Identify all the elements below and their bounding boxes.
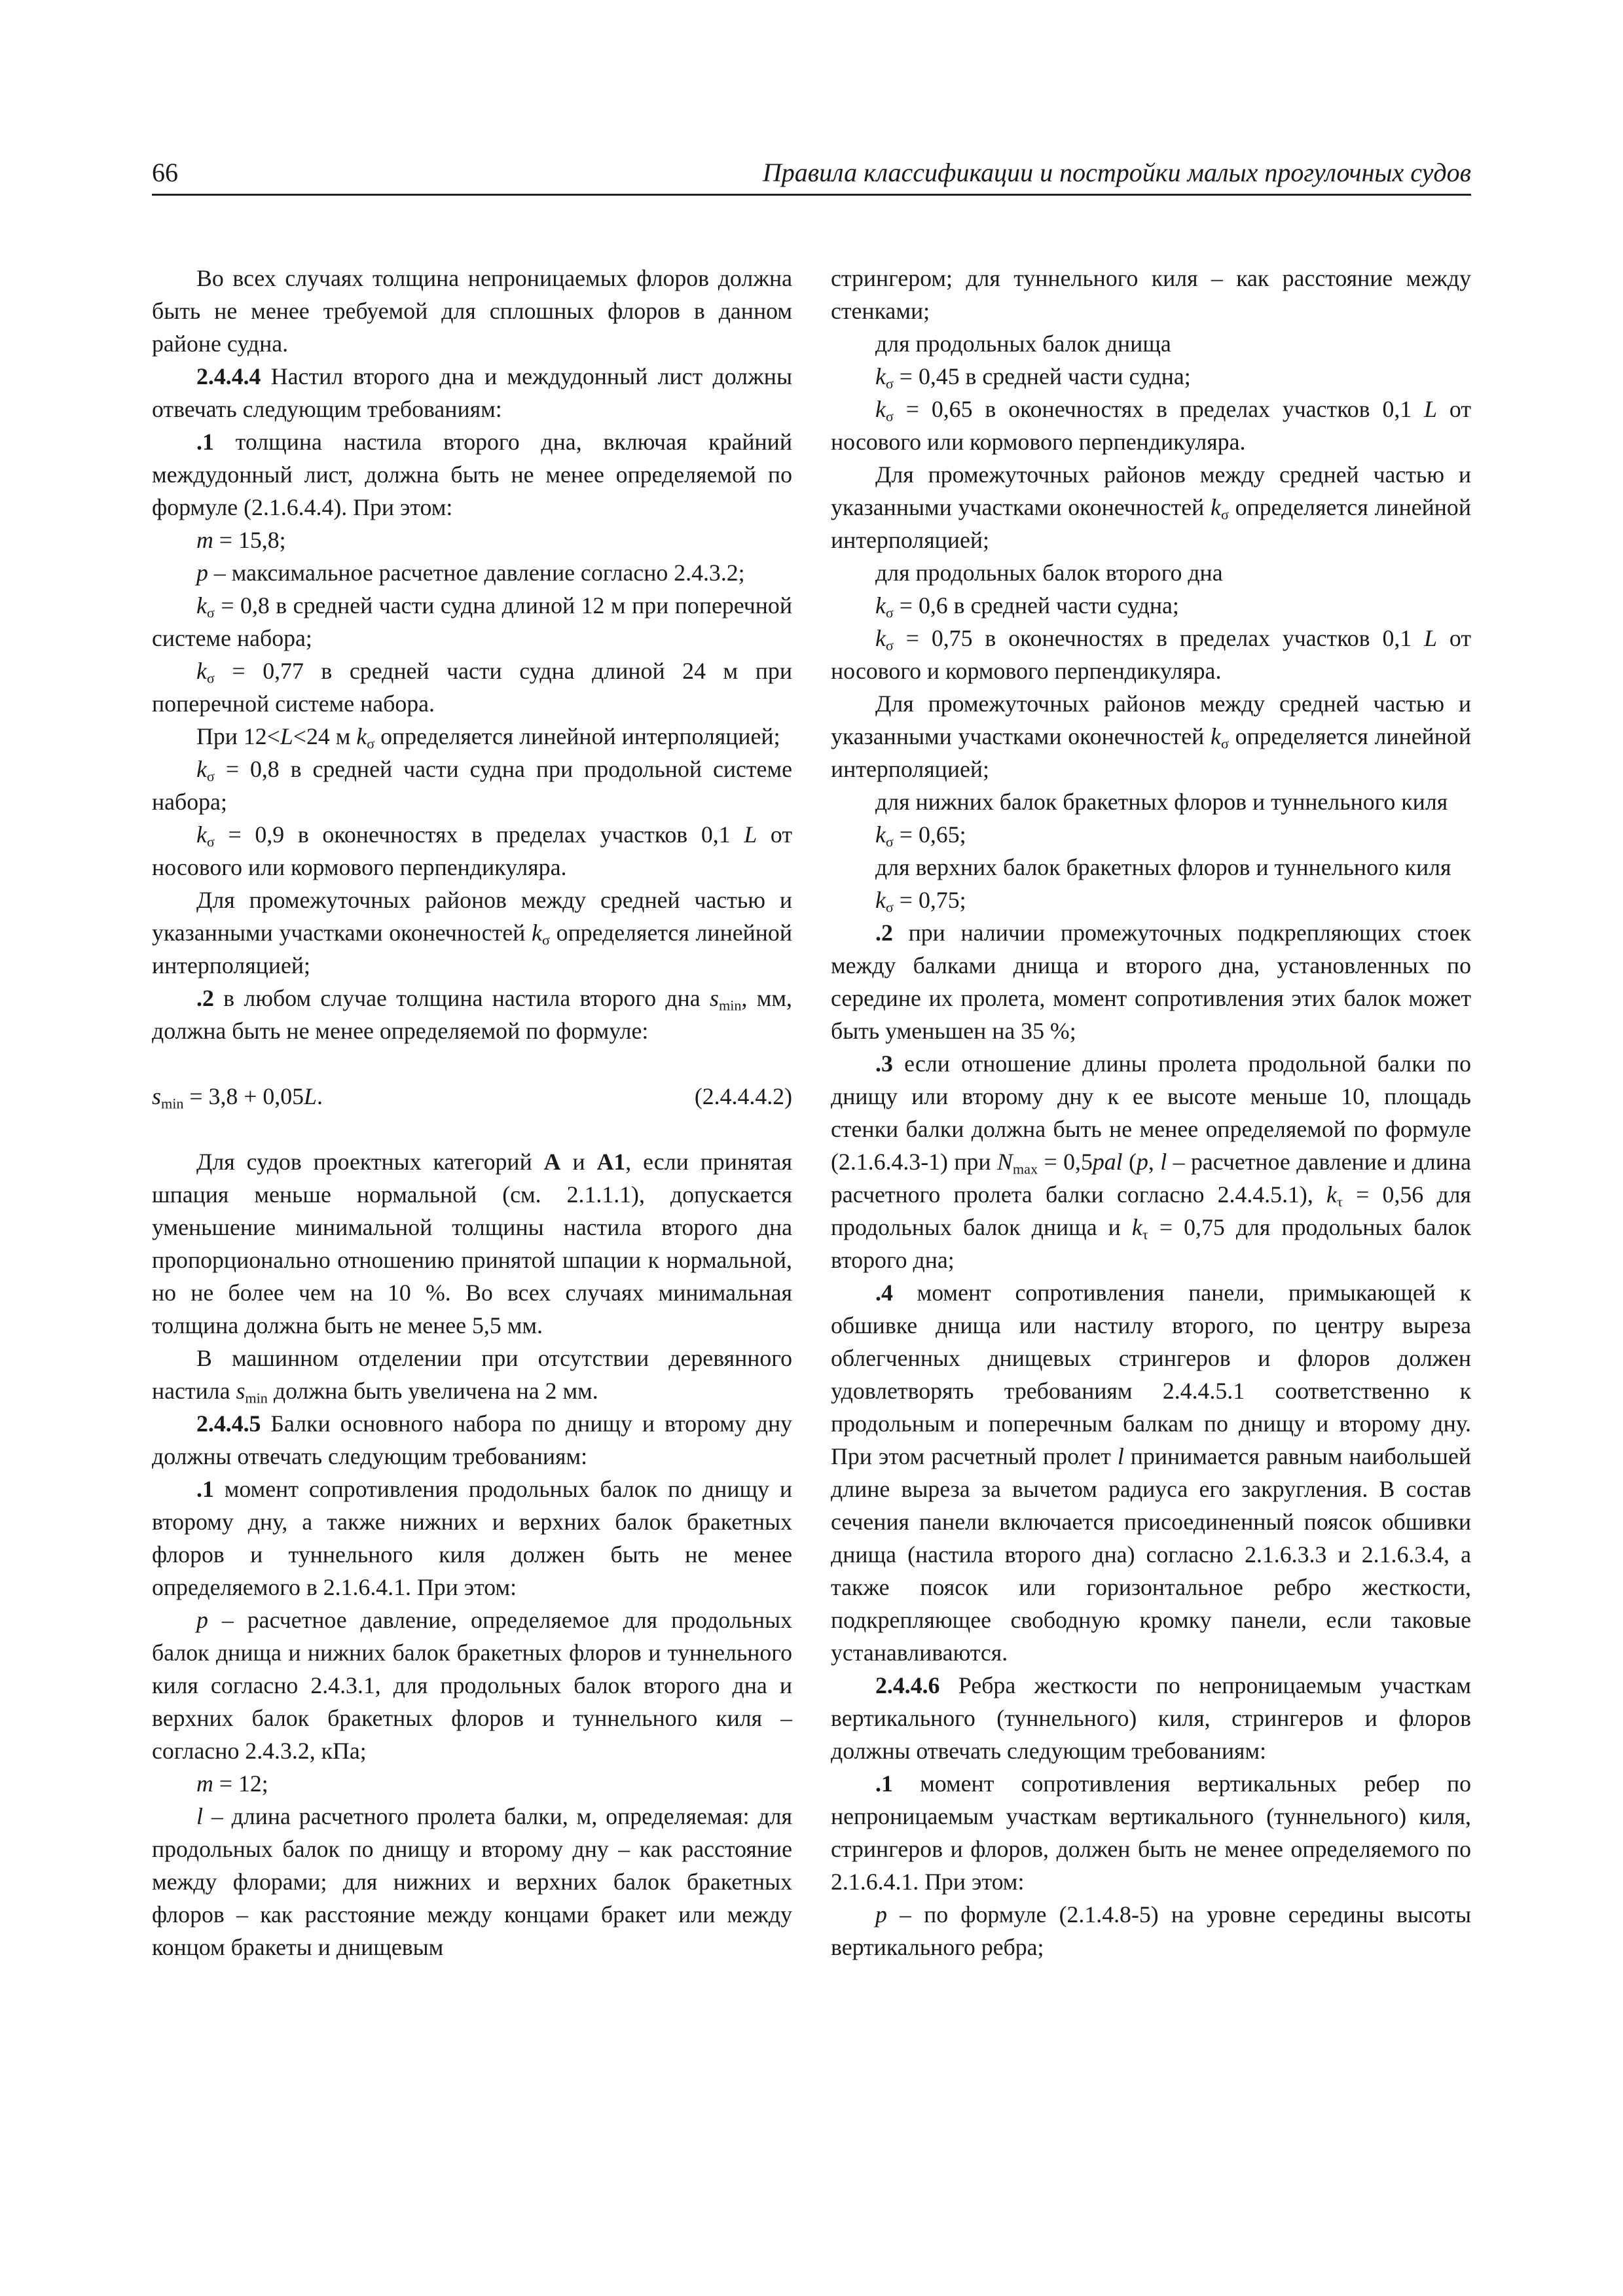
paragraph: m = 12; [196, 1770, 268, 1797]
paragraph: Для промежуточных районов между средней частью и указанными участками оконечностей $k_\sigma$ определяется линейной интерполяцией; [831, 461, 1471, 553]
paragraph: для верхних балок бракетных флоров и туннельного киля [875, 854, 1451, 880]
running-title: Правила классификации и постройки малых прогулочных судов [762, 158, 1471, 187]
section-2-4-4-6: 2.4.4.6 Ребра жесткости по непроницаемым участкам вертикального (туннельного) киля, стрингеров и флоров должны отвечать следующим требованиям: [831, 1672, 1471, 1764]
formula-expression: $s_{min} = 3,8 + 0,05L$. [152, 1083, 323, 1112]
item-number: .1 [196, 429, 214, 455]
paragraph: для продольных балок днища [875, 331, 1171, 357]
paragraph: $k_\sigma = 0,8$ в средней части судна длиной 12 м при поперечной системе набора; [152, 592, 792, 651]
paragraph: $k_\sigma = 0,77$ в средней части судна длиной 24 м при поперечной системе набора. [152, 658, 792, 717]
item-number: .1 [196, 1476, 214, 1502]
paragraph: $k_\sigma = 0,65$; [875, 821, 966, 850]
paragraph-continued: стрингером; для туннельного киля – как расстояние между стенками; [831, 265, 1471, 324]
paragraph: $k_\sigma = 0,65$ в оконечностях в пределах участков 0,1 L от носового или кормового перпендикуляра. [831, 396, 1471, 455]
paragraph: для нижних балок бракетных флоров и туннельного киля [875, 789, 1448, 815]
formula-2-4-4-4-2 [152, 1080, 792, 1113]
item-2: .2 при наличии промежуточных подкрепляющих стоек между балками днища и второго дна, установленных по середине их пролета, момент сопротивления этих балок может быть уменьшен на 35 %; [831, 920, 1471, 1044]
formula-number: (2.4.4.4.2) [694, 1083, 792, 1109]
paragraph: $k_\sigma = 0,6$ в средней части судна; [875, 592, 1179, 621]
item-3: .3 если отношение длины пролета продольной балки по днищу или второму дну к ее высоте меньше 10, площадь стенки балки должна быть не менее определяемой по формуле (2.1.6.4.3-1) при $N_{max} = 0,5pal$ (p, l – расчетное давление и длина расчетного пролета балки согласно 2.4.4.5.1), $k_\tau = 0,56$ для продольных балок днища и $k_\tau = 0,75$ для продольных балок второго дна; [831, 1050, 1471, 1273]
item-number: .3 [875, 1050, 893, 1077]
paragraph: Для судов проектных категорий A и A1, если принятая шпация меньше нормальной (см. 2.1.1.1), допускается уменьшение минимальной толщины настила второго дна пропорционально отношению принятой шпации к нормальной, но не более чем на 10 %. Во всех случаях минимальная толщина должна быть не менее 5,5 мм. [152, 1149, 792, 1338]
item-number: .4 [875, 1280, 893, 1306]
paragraph: $k_\sigma = 0,75$ в оконечностях в пределах участков 0,1 L от носового и кормового перпендикуляра. [831, 625, 1471, 684]
item-1: .1 толщина настила второго дна, включая крайний междудонный лист, должна быть не менее определяемой по формуле (2.1.6.4.4). При этом: [152, 429, 792, 520]
paragraph: $k_\sigma = 0,45$ в средней части судна; [875, 363, 1191, 392]
paragraph: Для промежуточных районов между средней частью и указанными участками оконечностей $k_\sigma$ определяется линейной интерполяцией; [831, 691, 1471, 782]
item-1: .1 момент сопротивления вертикальных ребер по непроницаемым участкам вертикального (туннельного) киля, стрингеров и флоров, должен быть не менее определяемого по 2.1.6.4.1. При этом: [831, 1770, 1471, 1895]
paragraph: Во всех случаях толщина непроницаемых флоров должна быть не менее требуемой для сплошных флоров в данном районе судна. [152, 265, 792, 357]
section-number: 2.4.4.6 [875, 1672, 940, 1698]
section-number: 2.4.4.4 [196, 363, 261, 389]
paragraph: Для промежуточных районов между средней частью и указанными участками оконечностей $k_\sigma$ определяется линейной интерполяцией; [152, 887, 792, 978]
paragraph: l – длина расчетного пролета балки, м, определяемая: для продольных балок по днищу и второму дну – как расстояние между флорами; для нижних и верхних балок бракетных флоров – как расстояние между концами бракет или между концом бракеты и днищевым [152, 1803, 792, 1960]
item-4: .4 момент сопротивления панели, примыкающей к обшивке днища или настилу второго, по центру выреза облегченных днищевых стрингеров и флоров должен удовлетворять требованиям 2.4.4.5.1 соответственно к продольным и поперечным балкам по днищу и второму дну. При этом расчетный пролет l принимается равным наибольшей длине выреза за вычетом радиуса его закругления. В состав сечения панели включается присоединенный поясок обшивки днища (настила второго дна) согласно 2.1.6.3.3 и 2.1.6.3.4, а также поясок или горизонтальное ребро жесткости, подкрепляющее свободную кромку панели, если таковые устанавливаются. [831, 1280, 1471, 1666]
section-2-4-4-4: 2.4.4.4 Настил второго дна и междудонный лист должны отвечать следующим требованиям: [152, 363, 792, 422]
paragraph: $k_\sigma = 0,9$ в оконечностях в пределах участков 0,1 L от носового или кормового перпендикуляра. [152, 821, 792, 880]
right-column [831, 262, 1471, 1964]
paragraph: p – максимальное расчетное давление согласно 2.4.3.2; [196, 560, 745, 586]
page-header [152, 152, 1471, 190]
header-rule [152, 194, 1471, 196]
item-number: .2 [875, 920, 893, 946]
paragraph: В машинном отделении при отсутствии деревянного настила $s_{min}$ должна быть увеличена на 2 мм. [152, 1345, 792, 1407]
paragraph: При 12<L<24 м $k_\sigma$ определяется линейной интерполяцией; [196, 723, 780, 752]
left-column [152, 262, 792, 1964]
paragraph: p – расчетное давление, определяемое для продольных балок днища и нижних балок бракетных флоров и туннельного киля согласно 2.4.3.1, для продольных балок второго дна и верхних балок бракетных флоров и туннельного киля – согласно 2.4.3.2, кПа; [152, 1607, 792, 1764]
paragraph: для продольных балок второго дна [875, 560, 1223, 586]
item-number: .2 [196, 985, 214, 1011]
section-number: 2.4.4.5 [196, 1410, 261, 1437]
item-1: .1 момент сопротивления продольных балок по днищу и второму дну, а также нижних и верхних балок бракетных флоров и туннельного киля должен быть не менее определяемого в 2.1.6.4.1. При этом: [152, 1476, 792, 1600]
section-2-4-4-5: 2.4.4.5 Балки основного набора по днищу и второму дну должны отвечать следующим требованиям: [152, 1410, 792, 1469]
page-number: 66 [152, 158, 178, 187]
item-2: .2 в любом случае толщина настила второго дна $s_{min}$, мм, должна быть не менее определяемой по формуле: [152, 985, 792, 1044]
paragraph: p – по формуле (2.1.4.8-5) на уровне середины высоты вертикального ребра; [831, 1901, 1471, 1960]
item-number: .1 [875, 1770, 893, 1797]
paragraph: $k_\sigma = 0,75$; [875, 887, 966, 916]
paragraph: $k_\sigma = 0,8$ в средней части судна при продольной системе набора; [152, 756, 792, 815]
paragraph: m = 15,8; [196, 527, 286, 553]
